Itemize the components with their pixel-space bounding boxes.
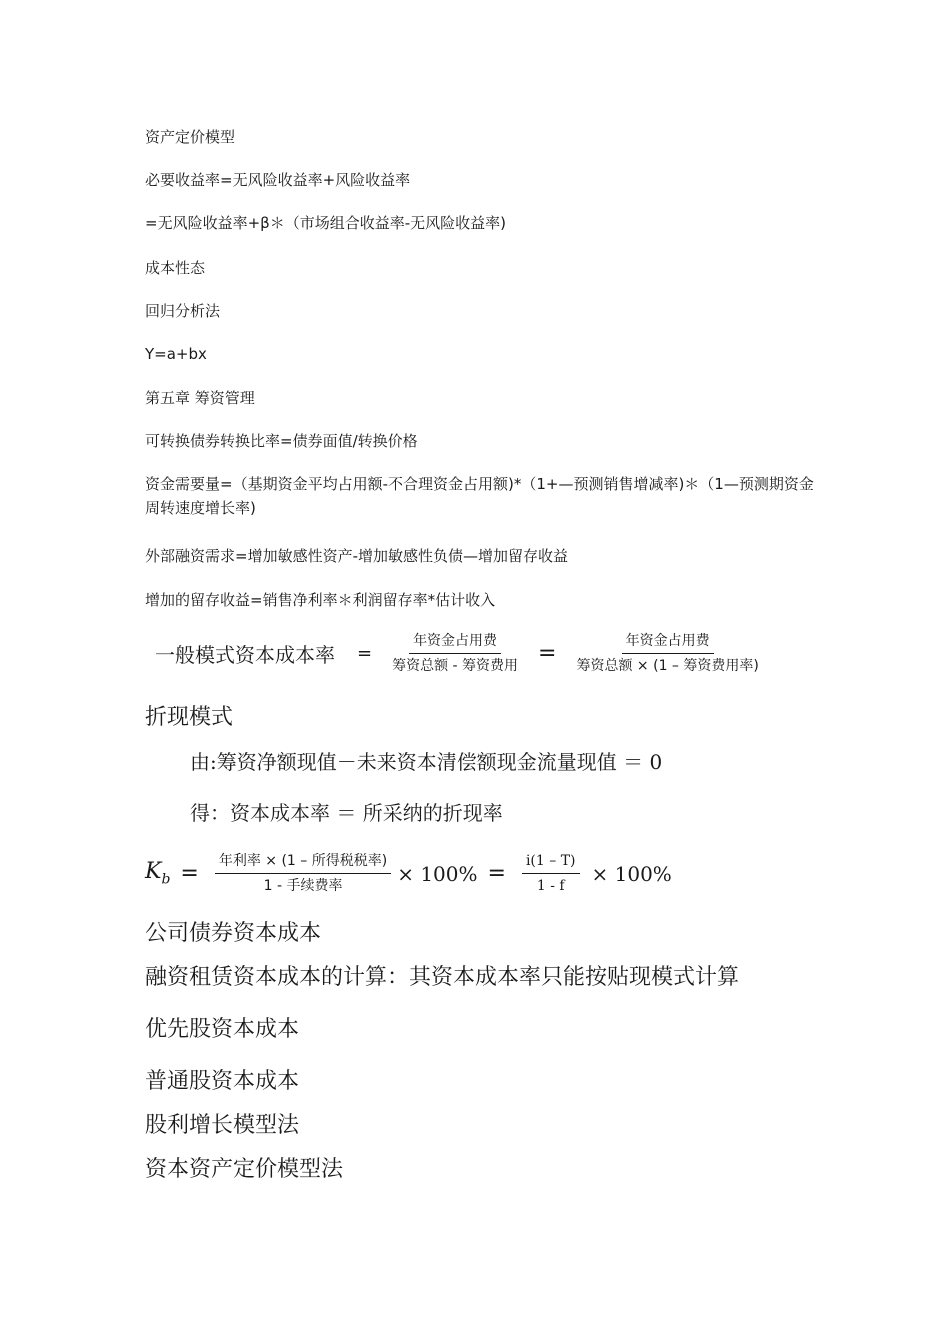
fraction-2 [572, 632, 762, 675]
multiply-percent: × 100% [397, 861, 478, 886]
heading-asset-pricing-model: 资产定价模型 [145, 128, 236, 146]
conversion-ratio-formula: 可转换债券转换比率=债券面值/转换价格 [145, 432, 418, 450]
fraction-2 [522, 852, 580, 895]
fraction-denominator: 筹资总额 × (1 – 筹资费用率) [576, 658, 759, 674]
chapter-heading: 第五章 筹资管理 [145, 389, 255, 407]
equals-sign: = [180, 861, 199, 886]
equals-sign: = [538, 641, 557, 666]
dividend-growth-model: 股利增长模型法 [145, 1113, 300, 1138]
fraction-denominator: 1 - f [536, 878, 565, 894]
equals-sign: = [357, 643, 373, 664]
equals-sign: = [487, 861, 506, 886]
capm-formula: =无风险收益率+β＊（市场组合收益率-无风险收益率) [145, 214, 506, 232]
heading-bond-cost: 公司债券资本成本 [145, 921, 322, 946]
heading-cost-behavior: 成本性态 [145, 259, 206, 277]
leasing-cost-text: 融资租赁资本成本的计算：其资本成本率只能按贴现模式计算 [145, 965, 740, 990]
formula-label: 一般模式资本成本率 [155, 643, 335, 667]
fraction-denominator: 筹资总额 - 筹资费用 [392, 658, 519, 674]
required-return-formula: 必要收益率=无风险收益率+风险收益率 [145, 171, 411, 189]
heading-common-stock-cost: 普通股资本成本 [145, 1069, 300, 1094]
discount-condition: 由:筹资净额现值－未来资本清偿额现金流量现值 ＝ 0 [190, 750, 663, 774]
bond-cost-formula [145, 852, 672, 895]
retained-earnings-formula: 增加的留存收益=销售净利率＊利润留存率*估计收入 [145, 591, 496, 609]
funding-requirement-formula: 资金需要量=（基期资金平均占用额-不合理资金占用额)*（1+—预测销售增减率)＊（1—预测期资金周转速度增长率) [145, 475, 814, 517]
fraction-numerator: 年资金占用费 [409, 632, 501, 654]
fraction-numerator: i(1 – T) [522, 852, 580, 874]
regression-analysis-label: 回归分析法 [145, 302, 221, 320]
heading-discount-model: 折现模式 [145, 705, 234, 730]
fraction-numerator: 年利率 × (1 – 所得税税率) [215, 852, 391, 874]
kb-symbol: $K_b$ [145, 859, 171, 888]
fraction-1 [215, 852, 391, 895]
linear-equation: Y=a+bx [145, 345, 207, 363]
external-financing-formula: 外部融资需求=增加敏感性资产-增加敏感性负债—增加留存收益 [145, 547, 568, 565]
fraction-denominator: 1 - 手续费率 [263, 878, 343, 894]
capm-method: 资本资产定价模型法 [145, 1157, 344, 1182]
heading-preferred-stock-cost: 优先股资本成本 [145, 1017, 300, 1042]
general-cost-of-capital-formula [155, 632, 769, 675]
multiply-percent: × 100% [591, 861, 672, 886]
fraction-1 [388, 632, 522, 675]
fraction-numerator: 年资金占用费 [622, 632, 714, 654]
discount-result: 得：资本成本率 ＝ 所采纳的折现率 [190, 801, 503, 825]
